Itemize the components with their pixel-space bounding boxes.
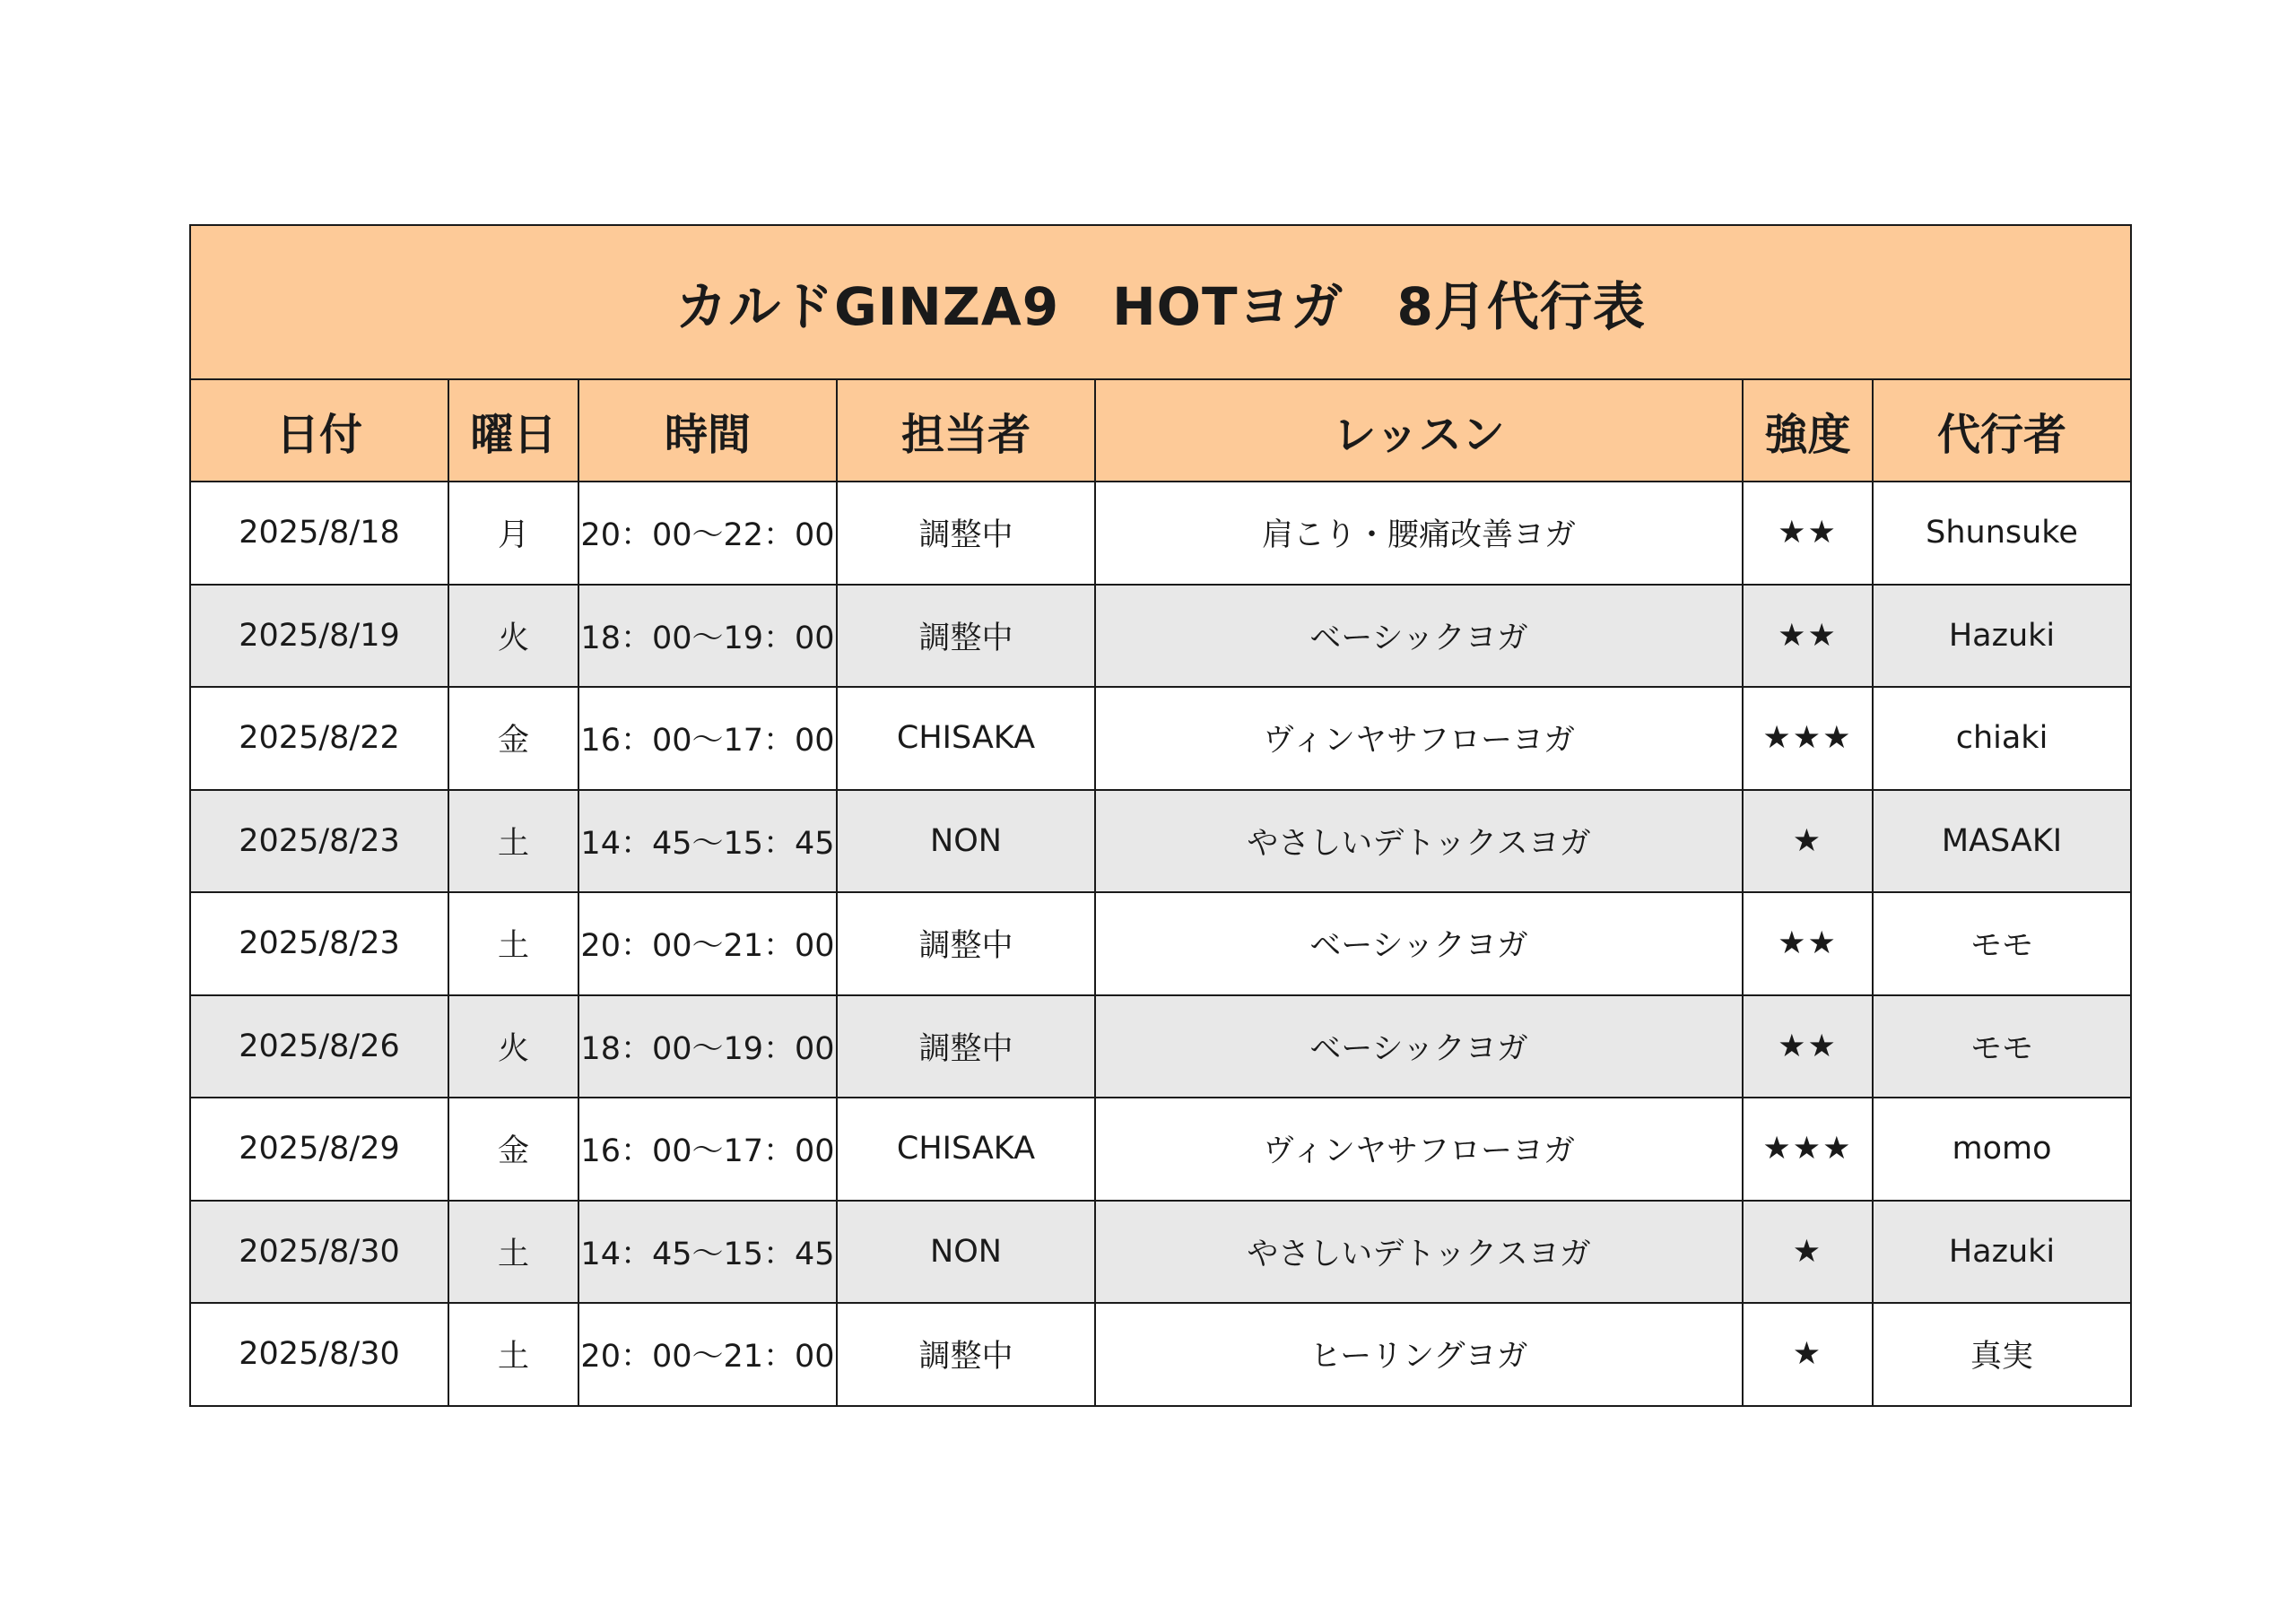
schedule-sheet (189, 224, 2130, 1406)
header-time: 時間 (578, 379, 837, 482)
cell-day: 土 (448, 1201, 578, 1304)
table-row (190, 995, 2131, 1098)
cell-staff: CHISAKA (837, 1098, 1095, 1201)
table-row (190, 687, 2131, 790)
cell-day: 月 (448, 482, 578, 585)
table-row (190, 585, 2131, 688)
cell-lesson: 肩こり・腰痛改善ヨガ (1095, 482, 1743, 585)
header-row (190, 379, 2131, 482)
cell-lesson: ベーシックヨガ (1095, 892, 1743, 995)
cell-staff: 調整中 (837, 1303, 1095, 1406)
cell-time: 18：00〜19：00 (578, 995, 837, 1098)
cell-intensity: ★★ (1743, 995, 1873, 1098)
cell-substitute: モモ (1873, 892, 2131, 995)
cell-intensity: ★ (1743, 1201, 1873, 1304)
table-body (190, 482, 2131, 1406)
cell-time: 14：45〜15：45 (578, 790, 837, 893)
cell-staff: 調整中 (837, 585, 1095, 688)
cell-substitute: モモ (1873, 995, 2131, 1098)
cell-lesson: ベーシックヨガ (1095, 585, 1743, 688)
header-staff: 担当者 (837, 379, 1095, 482)
cell-lesson: ヒーリングヨガ (1095, 1303, 1743, 1406)
cell-intensity: ★ (1743, 790, 1873, 893)
table-row (190, 1303, 2131, 1406)
cell-date: 2025/8/19 (190, 585, 448, 688)
table-row (190, 892, 2131, 995)
cell-lesson: ヴィンヤサフローヨガ (1095, 1098, 1743, 1201)
cell-day: 火 (448, 995, 578, 1098)
header-substitute: 代行者 (1873, 379, 2131, 482)
cell-date: 2025/8/26 (190, 995, 448, 1098)
cell-date: 2025/8/29 (190, 1098, 448, 1201)
cell-substitute: Hazuki (1873, 585, 2131, 688)
cell-day: 金 (448, 1098, 578, 1201)
cell-substitute: Hazuki (1873, 1201, 2131, 1304)
cell-lesson: やさしいデトックスヨガ (1095, 1201, 1743, 1304)
cell-intensity: ★★ (1743, 482, 1873, 585)
table-title: カルドGINZA9 HOTヨガ 8月代行表 (190, 225, 2131, 379)
substitute-schedule-table (189, 224, 2132, 1407)
cell-intensity: ★★★ (1743, 1098, 1873, 1201)
cell-time: 16：00〜17：00 (578, 1098, 837, 1201)
cell-day: 土 (448, 892, 578, 995)
cell-time: 14：45〜15：45 (578, 1201, 837, 1304)
table-row (190, 1201, 2131, 1304)
cell-substitute: Shunsuke (1873, 482, 2131, 585)
table-row (190, 1098, 2131, 1201)
cell-substitute: chiaki (1873, 687, 2131, 790)
cell-substitute: 真実 (1873, 1303, 2131, 1406)
cell-staff: NON (837, 1201, 1095, 1304)
cell-date: 2025/8/30 (190, 1303, 448, 1406)
cell-time: 16：00〜17：00 (578, 687, 837, 790)
cell-staff: 調整中 (837, 892, 1095, 995)
cell-date: 2025/8/30 (190, 1201, 448, 1304)
cell-date: 2025/8/18 (190, 482, 448, 585)
header-lesson: レッスン (1095, 379, 1743, 482)
header-intensity: 強度 (1743, 379, 1873, 482)
cell-staff: CHISAKA (837, 687, 1095, 790)
cell-day: 土 (448, 790, 578, 893)
table-row (190, 482, 2131, 585)
cell-staff: NON (837, 790, 1095, 893)
cell-intensity: ★ (1743, 1303, 1873, 1406)
cell-intensity: ★★★ (1743, 687, 1873, 790)
cell-lesson: やさしいデトックスヨガ (1095, 790, 1743, 893)
header-day: 曜日 (448, 379, 578, 482)
cell-intensity: ★★ (1743, 892, 1873, 995)
cell-day: 土 (448, 1303, 578, 1406)
cell-lesson: ヴィンヤサフローヨガ (1095, 687, 1743, 790)
cell-time: 20：00〜21：00 (578, 892, 837, 995)
cell-staff: 調整中 (837, 995, 1095, 1098)
cell-day: 金 (448, 687, 578, 790)
cell-substitute: momo (1873, 1098, 2131, 1201)
cell-substitute: MASAKI (1873, 790, 2131, 893)
cell-time: 20：00〜22：00 (578, 482, 837, 585)
cell-intensity: ★★ (1743, 585, 1873, 688)
title-row (190, 225, 2131, 379)
cell-day: 火 (448, 585, 578, 688)
table-row (190, 790, 2131, 893)
cell-date: 2025/8/22 (190, 687, 448, 790)
cell-lesson: ベーシックヨガ (1095, 995, 1743, 1098)
cell-time: 18：00〜19：00 (578, 585, 837, 688)
cell-date: 2025/8/23 (190, 790, 448, 893)
cell-staff: 調整中 (837, 482, 1095, 585)
header-date: 日付 (190, 379, 448, 482)
cell-date: 2025/8/23 (190, 892, 448, 995)
cell-time: 20：00〜21：00 (578, 1303, 837, 1406)
